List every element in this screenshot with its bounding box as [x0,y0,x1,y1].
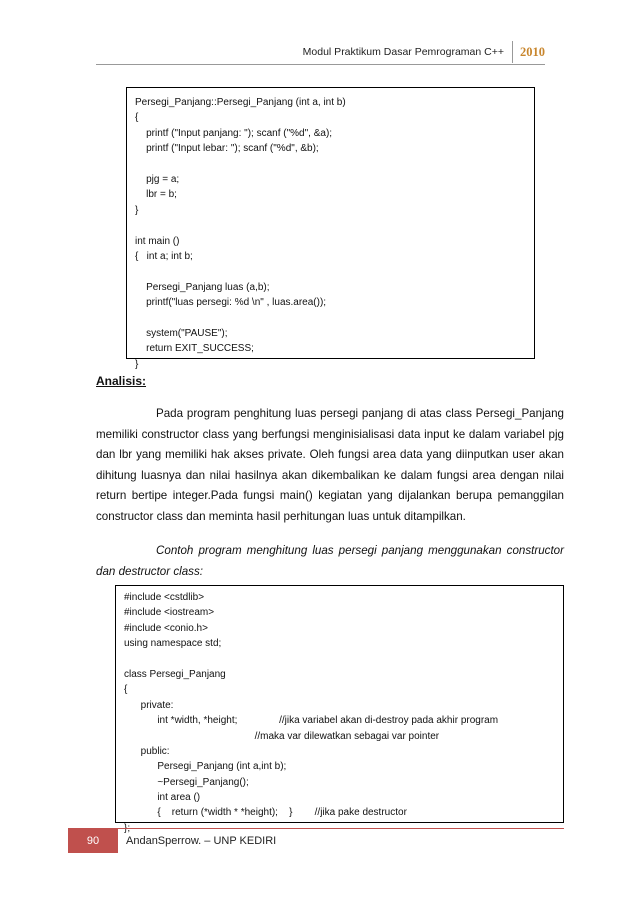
footer-author: AndanSperrow. – UNP KEDIRI [126,835,277,847]
code-line: pjg = a; [135,173,180,185]
code-line: Persegi_Panjang::Persegi_Panjang (int a, int b) [135,97,346,108]
code-line [135,310,526,325]
example-intro-paragraph [96,541,564,582]
code-line: ~Persegi_Panjang(); [124,776,249,788]
code-line: class Persegi_Panjang [124,668,226,680]
code-line: #include <cstdlib> [124,592,205,603]
code-line: Persegi_Panjang luas (a,b); [135,281,270,293]
code-line: public: [124,745,170,757]
analysis-paragraph-text: Pada program penghitung luas persegi panjang di atas class Persegi_Panjang memiliki constructor class yang berfungsi menginisialisasi data input ke dalam variabel pjg dan lbr yang memiliki hak akses private. Oleh fungsi area data yang diinputkan user akan dihitung luasnya dan nilai hasilnya akan dikembalikan ke dalam fungsi area dengan nilai return bertipe integer.Pada fungsi main() kegiatan yang dijalankan berupa pemanggilan constructor class dan meminta hasil perhitungan luas untuk ditampilkan. [96,407,564,523]
code-line: lbr = b; [135,189,177,201]
code-line: Persegi_Panjang (int a,int b); [124,761,287,773]
code-line [124,652,555,667]
header-year: 2010 [520,44,545,59]
code-block-destructor-class [115,585,564,823]
code-line [135,264,526,279]
code-line: int main () [135,235,180,247]
code-line: printf ("Input lebar: "); scanf ("%d", &b); [135,143,319,155]
code-line: int area () [124,792,201,804]
code-line: } [135,204,139,216]
code-line: { return (*width * *height); } //jika pake destructor [124,807,407,819]
module-title: Modul Praktikum Dasar Pemrograman C++ [302,46,504,58]
code-line: #include <conio.h> [124,622,208,634]
code-line: { int a; int b; [135,250,193,262]
code-line: return EXIT_SUCCESS; [135,343,254,355]
analysis-paragraph [96,404,564,528]
code-line: { [135,112,139,124]
code-line: //maka var dilewatkan sebagai var pointer [124,730,440,742]
code-line [135,157,526,172]
code-line: int *width, *height; //jika variabel akan di-destroy pada akhir program [124,715,499,727]
code-line: system("PAUSE"); [135,327,228,339]
header-rule [96,64,545,65]
page-number: 90 [68,829,118,853]
code-line: { [124,684,128,696]
code-line: private: [124,699,174,711]
code-block-constructor-main [126,87,535,370]
code-line [135,218,526,233]
code-line: } [135,358,139,370]
code-line: #include <iostream> [124,607,215,619]
example-intro-text: Contoh program menghitung luas persegi panjang menggunakan constructor dan destructor class: [96,544,564,578]
page-header [96,40,545,64]
code-line: printf("luas persegi: %d \n" , luas.area()); [135,297,327,309]
code-line: using namespace std; [124,638,222,650]
code-line: printf ("Input panjang: "); scanf ("%d", &a); [135,127,333,139]
analysis-heading: Analisis: [96,374,147,388]
